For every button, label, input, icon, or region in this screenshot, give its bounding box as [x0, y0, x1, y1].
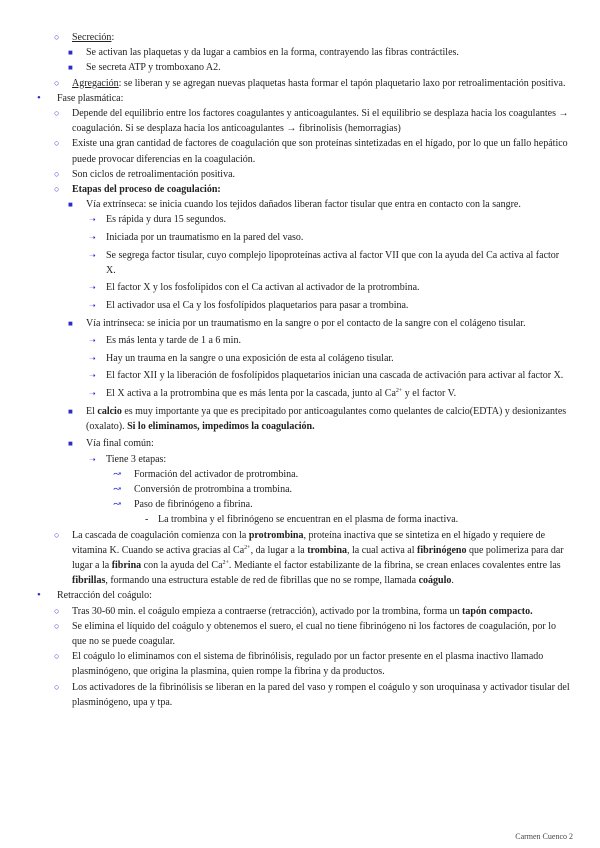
item-text: que polimeriza para dar lugar a la — [72, 544, 564, 571]
item-text: Es rápida y dura 15 segundos. — [106, 214, 226, 226]
arrow-bullet-icon: ➝ — [89, 301, 96, 311]
term-calcio: calcio — [97, 405, 122, 417]
item-text: Vía extrínseca: se inicia cuando los tejidos dañados liberan factor tisular que entra en contacto con la sangre. — [86, 199, 521, 211]
item-text: Paso de fibrinógeno a fibrina. — [134, 499, 253, 511]
item-text: El factor XII y la liberación de fosfolípidos plaquetarios inician una cascada de activación para activar al factor X. — [106, 370, 564, 382]
item-text: Es más lenta y tarde de 1 a 6 min. — [106, 335, 241, 347]
item-text: Formación del activador de protrombina. — [134, 468, 299, 480]
arrow-bullet-icon: ➝ — [89, 454, 96, 464]
list-item — [0, 248, 600, 278]
square-bullet-icon: ■ — [68, 200, 73, 210]
swoosh-bullet-icon: ↝ — [113, 468, 122, 480]
circle-bullet-icon: ○ — [54, 529, 60, 540]
item-text: El coágulo lo eliminamos con el sistema de fibrinólisis, regulado por un factor presente en el plasma inactivo llamado plasminógeno, que origina la plasmina, quien rompe la fibrina y da productos. — [72, 651, 544, 678]
circle-bullet-icon: ○ — [54, 605, 60, 616]
arrow-bullet-icon: ➝ — [89, 353, 96, 363]
heading-etapas: Etapas del proceso de coagulación: — [72, 184, 221, 196]
square-bullet-icon: ■ — [68, 318, 73, 328]
list-item — [0, 182, 600, 197]
square-bullet-icon: ■ — [68, 406, 73, 416]
item-text: La trombina y el fibrinógeno se encuentran en el plasma de forma inactiva. — [158, 514, 459, 526]
list-item — [0, 680, 600, 710]
term-fibrillas: fibrillas — [72, 575, 106, 587]
arrow-bullet-icon: ➝ — [89, 371, 96, 381]
item-text: . Mediante el factor estabilizante de la fibrina, se crean enlaces covalentes entre las — [228, 560, 561, 571]
swoosh-bullet-icon: ↝ — [113, 499, 122, 511]
item-text: Conversión de protrombina a trombina. — [134, 483, 293, 495]
circle-bullet-icon: ○ — [54, 108, 60, 119]
item-text: Se secreta ATP y tromboxano A2. — [86, 62, 221, 74]
item-text: con la ayuda del Ca — [141, 560, 223, 571]
item-text: , da lugar a la — [250, 544, 308, 556]
list-item — [0, 604, 600, 619]
item-text: Tras 30-60 min. el coágulo empieza a contraerse (retracción), activado por la trombina, forma un — [72, 605, 463, 617]
list-item — [0, 316, 600, 331]
arrow-bullet-icon: ➝ — [89, 250, 96, 260]
list-item — [0, 368, 600, 383]
item-text: El — [86, 405, 98, 417]
list-item — [0, 106, 600, 136]
arrow-bullet-icon: ➝ — [89, 336, 96, 346]
circle-bullet-icon: ○ — [54, 681, 60, 692]
superscript: 2+ — [222, 560, 229, 566]
arrow-bullet-icon: ➝ — [89, 233, 96, 243]
square-bullet-icon: ■ — [68, 63, 73, 73]
heading-fase-plasmatica: Fase plasmática: — [57, 92, 124, 104]
circle-bullet-icon: ○ — [54, 77, 60, 88]
term-tapon-compacto: tapón compacto. — [462, 605, 533, 617]
item-text: , proteína inactiva que se sintetiza en el hígado y requiere de vitamina K. Cuando se activa gracias al Ca — [72, 529, 546, 556]
item-text: : se liberan y se agregan nuevas plaquetas hasta formar el tapón plaquetario laxo por retroalimentación positiva. — [118, 77, 566, 89]
item-text: , formando una estructura estable de red de fibrillas que no se rompe, llamada — [105, 575, 419, 587]
list-item — [0, 351, 600, 366]
term-coagulo: coágulo — [418, 575, 452, 587]
list-item — [0, 76, 600, 91]
item-text: , la cual activa al — [347, 544, 417, 556]
item-text: es muy importante ya que es precipitado por anticoagulantes como quelantes de calcio(EDTA) y desionizantes (oxalato). — [86, 405, 567, 432]
list-item — [0, 452, 600, 467]
dot-bullet-icon: • — [37, 589, 41, 602]
item-text: y el factor V. — [402, 387, 457, 399]
item-text: La cascada de coagulación comienza con la — [72, 529, 249, 541]
list-item — [0, 467, 600, 482]
list-item — [0, 230, 600, 245]
circle-bullet-icon: ○ — [54, 138, 60, 149]
list-item — [0, 197, 600, 212]
item-text: El activador usa el Ca y los fosfolípidos plaquetarios para pasar a trombina. — [106, 300, 409, 312]
arrow-bullet-icon: ➝ — [89, 215, 96, 225]
item-text: Se activan las plaquetas y da lugar a cambios en la forma, contrayendo las fibras contráctiles. — [86, 47, 459, 59]
list-item — [0, 136, 600, 166]
document-page — [0, 30, 600, 710]
list-item — [0, 167, 600, 182]
item-text: Los activadores de la fibrinólisis se liberan en la pared del vaso y rompen el coágulo y son uroquinasa y activador tisular del plasminógeno, upa y tpa. — [72, 681, 570, 708]
item-text: Existe una gran cantidad de factores de coagulación que son proteínas sintetizadas en el hígado, por lo que un fallo hepático puede provocar diferencias en la coagulación. — [72, 138, 568, 165]
list-item — [0, 497, 600, 512]
swoosh-bullet-icon: ↝ — [113, 483, 122, 495]
dot-bullet-icon: • — [37, 91, 41, 104]
item-text: . — [451, 575, 454, 587]
item-text: Hay un trauma en la sangre o una exposición de esta al colágeno tisular. — [106, 352, 394, 364]
item-text: Vía intrínseca: se inicia por un traumatismo en la sangre o por el contacto de la sangre con el colágeno tisular. — [86, 317, 526, 329]
list-item — [0, 436, 600, 451]
list-item — [0, 212, 600, 227]
list-item — [0, 45, 600, 60]
list-item — [0, 619, 600, 649]
heading-retraccion: Retracción del coágulo: — [57, 590, 152, 602]
item-text: Se elimina el líquido del coágulo y obtenemos el suero, el cual no tiene fibrinógeno ni los factores de coagulación, por lo que no se puede coagular. — [72, 620, 557, 648]
item-text: Tiene 3 etapas: — [106, 453, 167, 465]
item-text: Son ciclos de retroalimentación positiva. — [72, 168, 236, 180]
superscript: 2+ — [244, 544, 251, 551]
list-item — [0, 280, 600, 295]
list-item — [0, 91, 600, 106]
list-item — [0, 404, 600, 434]
arrow-bullet-icon: ➝ — [89, 388, 96, 398]
item-text: El X activa a la protrombina que es más lenta por la cascada, junto al Ca — [106, 387, 396, 399]
list-item: ○ Secreción: — [0, 30, 600, 45]
list-item — [0, 333, 600, 348]
item-text: El factor X y los fosfolípidos con el Ca activan al activador de la protrombina. — [106, 282, 420, 294]
list-item — [0, 60, 600, 75]
item-text: Se segrega factor tisular, cuyo complejo lipoproteínas activa al factor VII que con la ayuda del Ca activa al factor X. — [106, 249, 560, 276]
superscript: 2+ — [395, 387, 403, 394]
page-footer: Carmen Cuenco 2 — [515, 832, 573, 841]
list-item — [0, 298, 600, 313]
list-item — [0, 482, 600, 497]
list-item — [0, 512, 600, 527]
circle-bullet-icon: ○ — [54, 32, 60, 42]
list-item — [0, 528, 600, 589]
item-text: Depende del equilibrio entre los factores coagulantes y anticoagulantes. Si el equilibrio se desplaza hacia los coagulantes → coagulación. Si se desplaza hacia los anticoagulantes → fibrinolisis (hemorragias) — [72, 108, 569, 135]
heading-secrecion: Secreción — [72, 32, 112, 43]
list-item — [0, 588, 600, 603]
dash-bullet-icon: - — [145, 514, 149, 526]
item-text: Iniciada por un traumatismo en la pared del vaso. — [106, 232, 304, 244]
circle-bullet-icon: ○ — [54, 651, 60, 662]
list-item — [0, 386, 600, 401]
square-bullet-icon: ■ — [68, 439, 73, 449]
term-trombina: trombina — [307, 544, 348, 556]
term-fibrina: fibrina — [111, 560, 142, 571]
emphasis-text: Si lo eliminamos, impedimos la coagulación. — [127, 420, 315, 432]
circle-bullet-icon: ○ — [54, 184, 60, 195]
term-protrombina: protrombina — [248, 529, 304, 541]
circle-bullet-icon: ○ — [54, 168, 60, 179]
term-fibrinogeno: fibrinógeno — [417, 544, 467, 556]
item-text: Vía final común: — [86, 438, 154, 450]
circle-bullet-icon: ○ — [54, 620, 60, 631]
list-item — [0, 649, 600, 679]
arrow-bullet-icon: ➝ — [89, 283, 96, 293]
heading-agregacion: Agregación — [72, 77, 119, 89]
square-bullet-icon: ■ — [68, 48, 73, 58]
